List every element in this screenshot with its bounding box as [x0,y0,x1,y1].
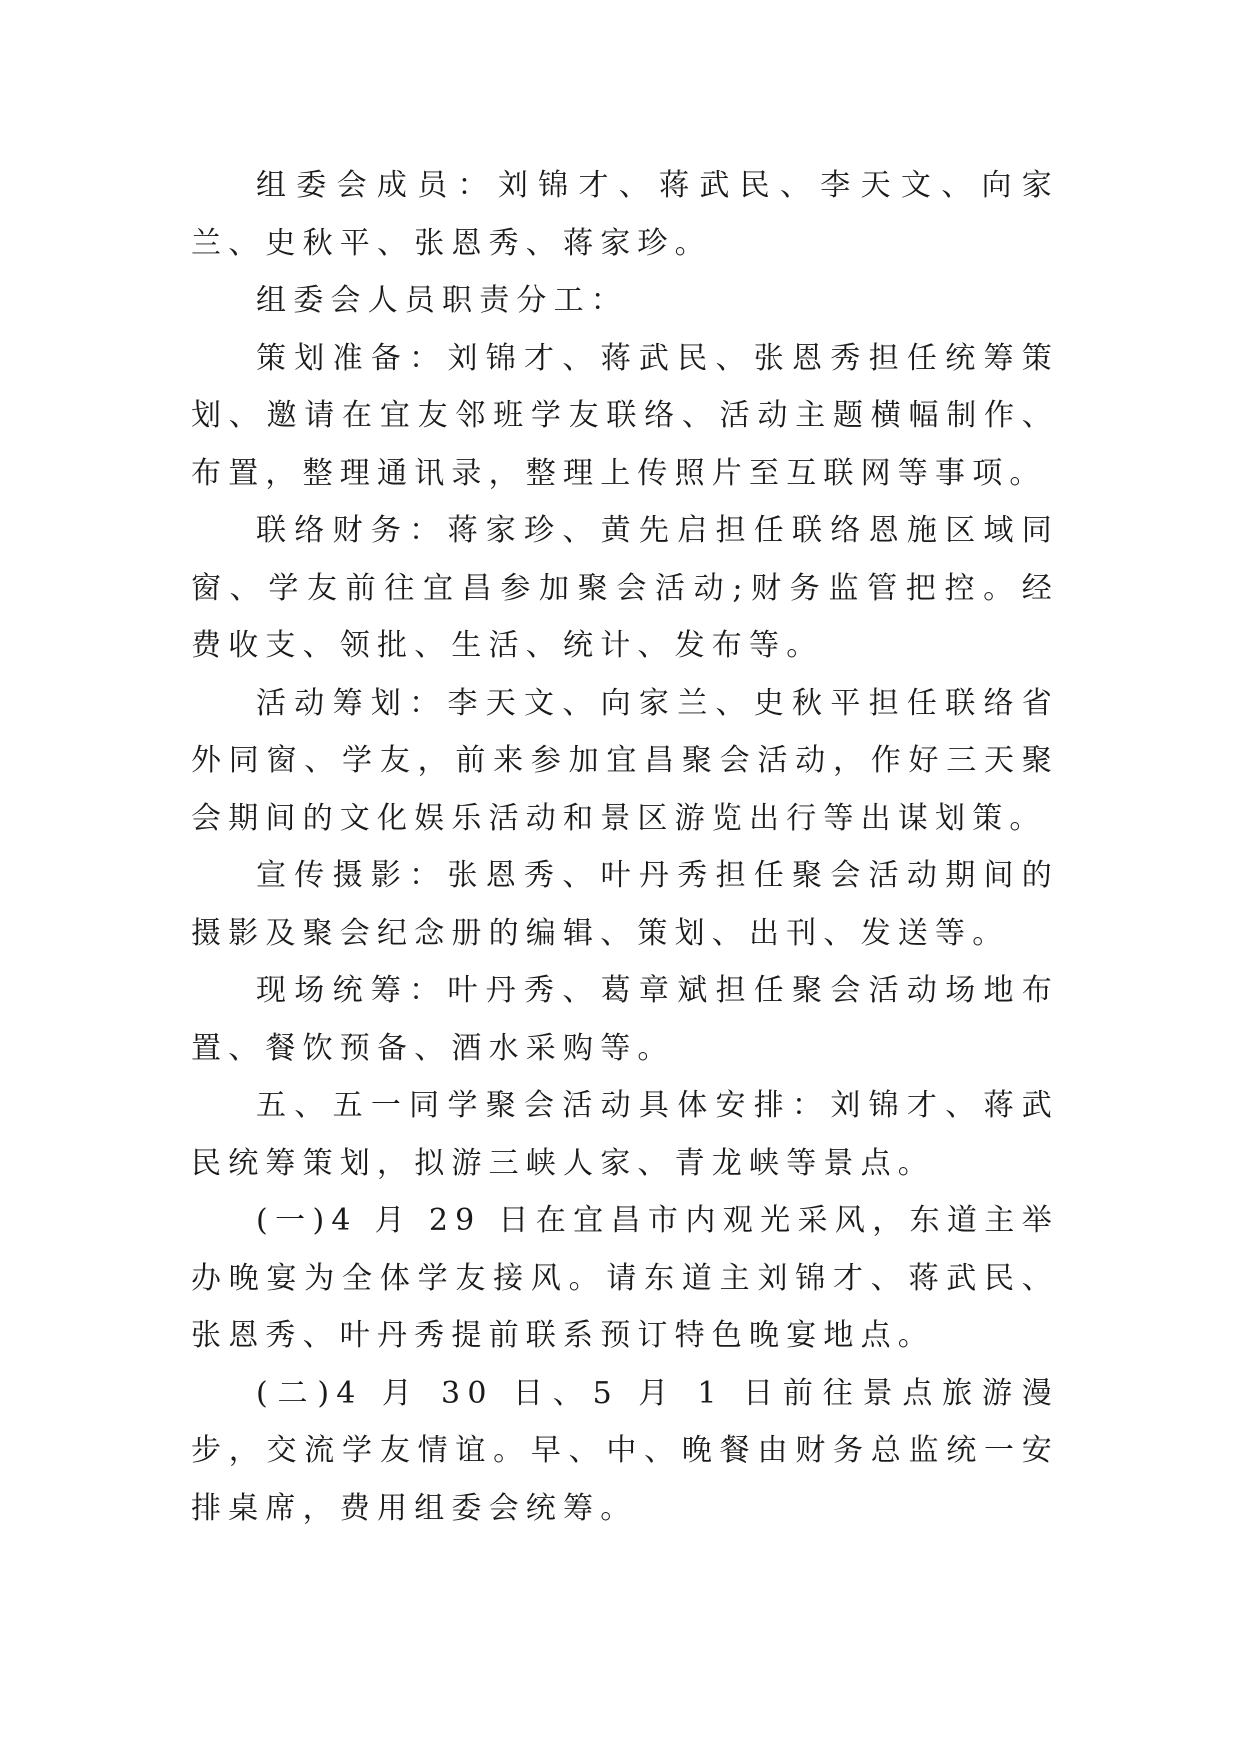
paragraph-committee-members: 组委会成员：刘锦才、蒋武民、李天文、向家兰、史秋平、张恩秀、蒋家珍。 [191,168,1059,261]
paragraph-item-one: (一)4 月 29 日在宜昌市内观光采风，东道主举办晚宴为全体学友接风。请东道主刘锦才、蒋武民、张恩秀、叶丹秀提前联系预订特色晚宴地点。 [191,1203,1059,1353]
paragraph-onsite-coordination: 现场统筹：叶丹秀、葛章斌担任聚会活动场地布置、餐饮预备、酒水采购等。 [191,973,1059,1066]
paragraph-planning-preparation: 策划准备：刘锦才、蒋武民、张恩秀担任统筹策划、邀请在宜友邻班学友联络、活动主题横幅制作、布置，整理通讯录，整理上传照片至互联网等事项。 [191,340,1059,491]
paragraph-item-two: (二)4 月 30 日、5 月 1 日前往景点旅游漫步，交流学友情谊。早、中、晚餐由财务总监统一安排桌席，费用组委会统筹。 [191,1375,1059,1526]
document-body [191,157,1059,1537]
paragraph-duty-division: 组委会人员职责分工： [256,283,628,318]
paragraph-section-five-heading: 五、五一同学聚会活动具体安排：刘锦才、蒋武民统筹策划，拟游三峡人家、青龙峡等景点。 [191,1088,1059,1181]
paragraph-publicity-photography: 宣传摄影：张恩秀、叶丹秀担任聚会活动期间的摄影及聚会纪念册的编辑、策划、出刊、发送等。 [191,858,1059,951]
paragraph-activity-planning: 活动筹划：李天文、向家兰、史秋平担任联络省外同窗、学友，前来参加宜昌聚会活动，作好三天聚会期间的文化娱乐活动和景区游览出行等出谋划策。 [191,685,1059,836]
paragraph-liaison-finance: 联络财务：蒋家珍、黄先启担任联络恩施区域同窗、学友前往宜昌参加聚会活动;财务监管把控。经费收支、领批、生活、统计、发布等。 [191,513,1059,663]
